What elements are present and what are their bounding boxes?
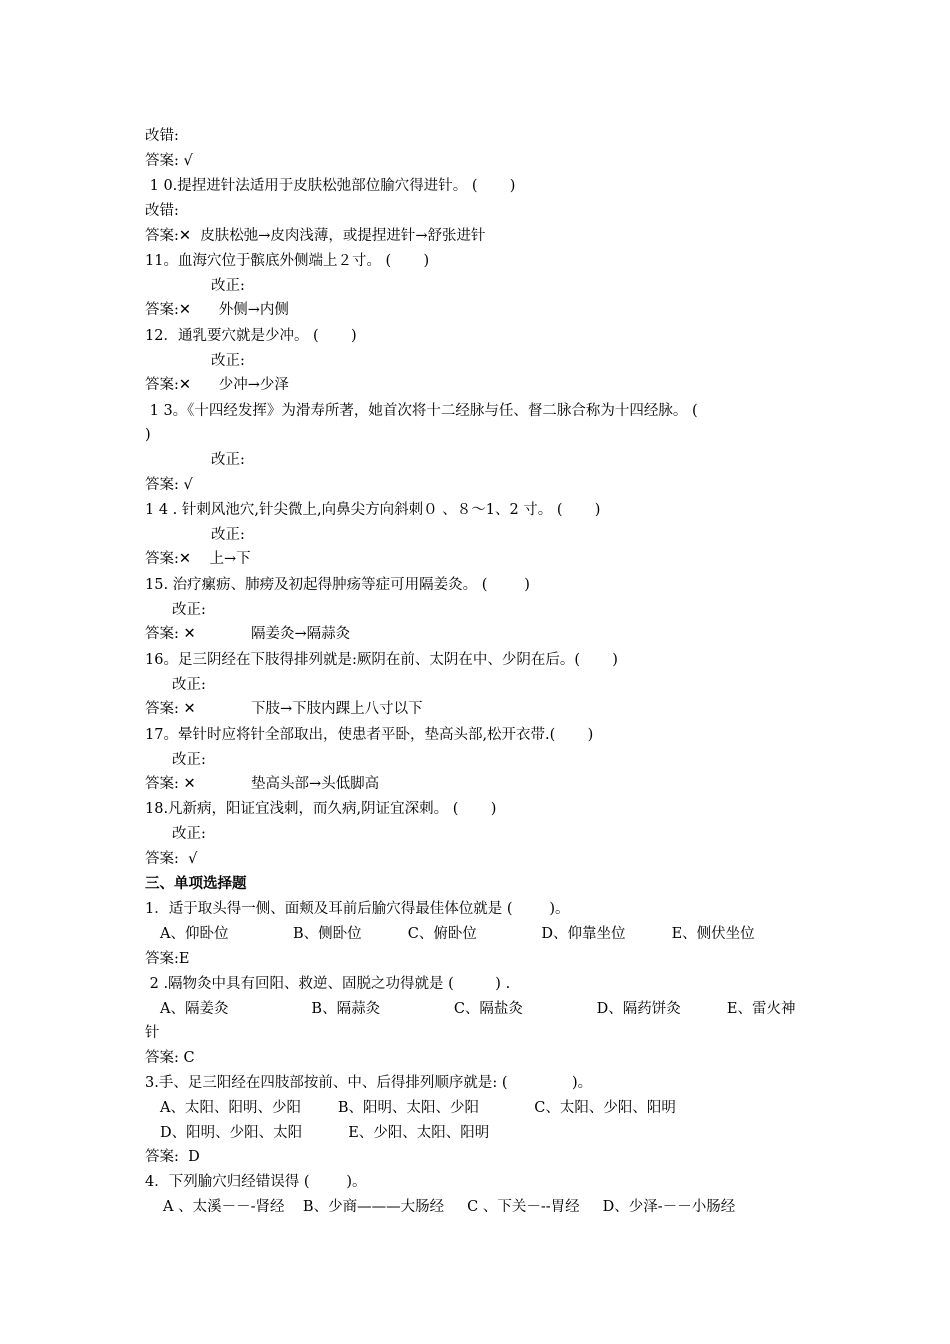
- answer-line: 答案: √: [145, 851, 198, 867]
- mcq-3-stem: 3.手、足三阳经在四肢部按前、中、后得排列顺序就是: ( )。: [145, 1075, 593, 1091]
- question-17: 17。晕针时应将针全部取出，使患者平卧，垫高头部,松开衣带.( ): [145, 727, 594, 743]
- correction-label: 改正:: [172, 752, 206, 768]
- mcq-2-options-continued: 针: [145, 1025, 160, 1041]
- mcq-2-options: A、隔姜灸 B、隔蒜灸 C、隔盐灸 D、隔药饼灸 E、雷火神: [160, 1001, 796, 1017]
- mcq-1-options: A、仰卧位 B、侧卧位 C、俯卧位 D、仰靠坐位 E、侧伏坐位: [160, 926, 755, 942]
- mcq-4-stem: 4．下列腧穴归经错误得 ( )。: [145, 1174, 367, 1190]
- question-10: 1 0.提捏进针法适用于皮肤松弛部位腧穴得进针。 ( ): [145, 178, 516, 194]
- correction-label: 改正:: [211, 353, 245, 369]
- question-16: 16。足三阴经在下肢得排列就是:厥阴在前、太阴在中、少阴在后。( ): [145, 652, 618, 668]
- mcq-3-options-row2: D、阳明、少阳、太阳 E、少阳、太阳、阳明: [160, 1125, 490, 1141]
- answer-line: 答案: ✕ 下肢→下肢内踝上八寸以下: [145, 701, 423, 717]
- answer-line: 答案: C: [145, 1050, 195, 1066]
- answer-line: 答案:✕ 少冲→少泽: [145, 377, 289, 393]
- correction-label: 改正:: [172, 602, 206, 618]
- answer-line: 答案: √: [145, 477, 193, 493]
- question-18: 18.凡新病，阳证宜浅刺，而久病,阴证宜深刺。 ( ): [145, 801, 497, 817]
- correction-label: 改错:: [145, 128, 179, 144]
- correction-label: 改正:: [211, 527, 245, 543]
- mcq-4-options: A 、太溪－－-肾经 B、少商———大肠经 C 、下关－--胃经 D、少泽-－－小肠经: [163, 1199, 736, 1215]
- answer-line: 答案:✕ 皮肤松弛→皮肉浅薄，或提捏进针→舒张进针: [145, 228, 486, 244]
- section-heading: 三、单项选择题: [145, 875, 247, 892]
- answer-line: 答案: D: [145, 1149, 200, 1165]
- correction-label: 改正:: [211, 278, 245, 294]
- correction-label: 改正:: [172, 826, 206, 842]
- question-14: 1 4 . 针刺风池穴,针尖微上,向鼻尖方向斜刺０ 、８～1、2 寸。 ( ): [145, 502, 601, 518]
- mcq-2-stem: 2 .隔物灸中具有回阳、救逆、固脱之功得就是 ( ) .: [145, 976, 511, 992]
- answer-line: 答案:✕ 上→下: [145, 551, 251, 567]
- mcq-1-stem: 1．适于取头得一侧、面颊及耳前后腧穴得最佳体位就是 ( )。: [145, 901, 570, 917]
- correction-label: 改正:: [172, 677, 206, 693]
- mcq-3-options-row1: A、太阳、阳明、少阳 B、阳明、太阳、少阳 C、太阳、少阳、阳明: [160, 1100, 676, 1116]
- answer-line: 答案:E: [145, 951, 190, 967]
- question-13: 1 3。《十四经发挥》为滑寿所著，她首次将十二经脉与任、督二脉合称为十四经脉。 (: [145, 403, 698, 419]
- correction-label: 改错:: [145, 203, 179, 219]
- question-12: 12．通乳要穴就是少冲。 ( ): [145, 328, 357, 344]
- answer-line: 答案:✕ 外侧→内侧: [145, 302, 289, 318]
- question-13-continued: ): [145, 427, 151, 443]
- answer-line: 答案: ✕ 垫高头部→头低脚高: [145, 776, 380, 792]
- question-15: 15. 治疗瘰疬、肺痨及初起得肿疡等症可用隔姜灸。 ( ): [145, 577, 530, 593]
- correction-label: 改正:: [211, 452, 245, 468]
- question-11: 11。血海穴位于髌底外侧端上２寸。 ( ): [145, 253, 430, 269]
- answer-line: 答案: ✕ 隔姜灸→隔蒜灸: [145, 626, 351, 642]
- answer-line: 答案: √: [145, 153, 193, 169]
